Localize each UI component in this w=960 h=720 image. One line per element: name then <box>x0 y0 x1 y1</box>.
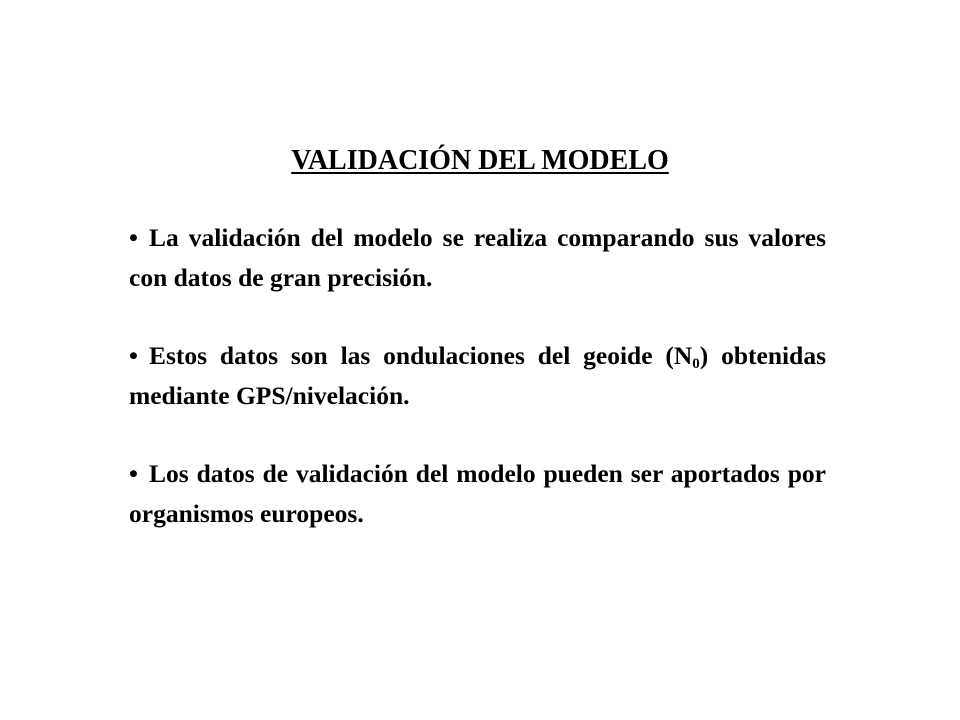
bullet-dot: • <box>129 459 138 488</box>
bullet-text-after: ) obtenidas mediante GPS/nivelación. <box>129 341 826 410</box>
bullet-list <box>129 218 826 572</box>
bullet-item-validation <box>129 218 826 298</box>
bullet-dot: • <box>129 223 138 252</box>
bullet-item-geoid-data <box>129 336 826 416</box>
bullet-text: La validación del modelo se realiza comparando sus valores con datos de gran precisión. <box>129 223 826 292</box>
bullet-text: Los datos de validación del modelo pueden ser aportados por organismos europeos. <box>129 459 826 528</box>
slide-title: VALIDACIÓN DEL MODELO <box>291 145 669 176</box>
bullet-item-european-data <box>129 454 826 534</box>
bullet-text-before: Estos datos son las ondulaciones del geoide (N <box>149 341 693 370</box>
subscript-zero: 0 <box>692 356 700 372</box>
bullet-dot: • <box>129 341 138 370</box>
